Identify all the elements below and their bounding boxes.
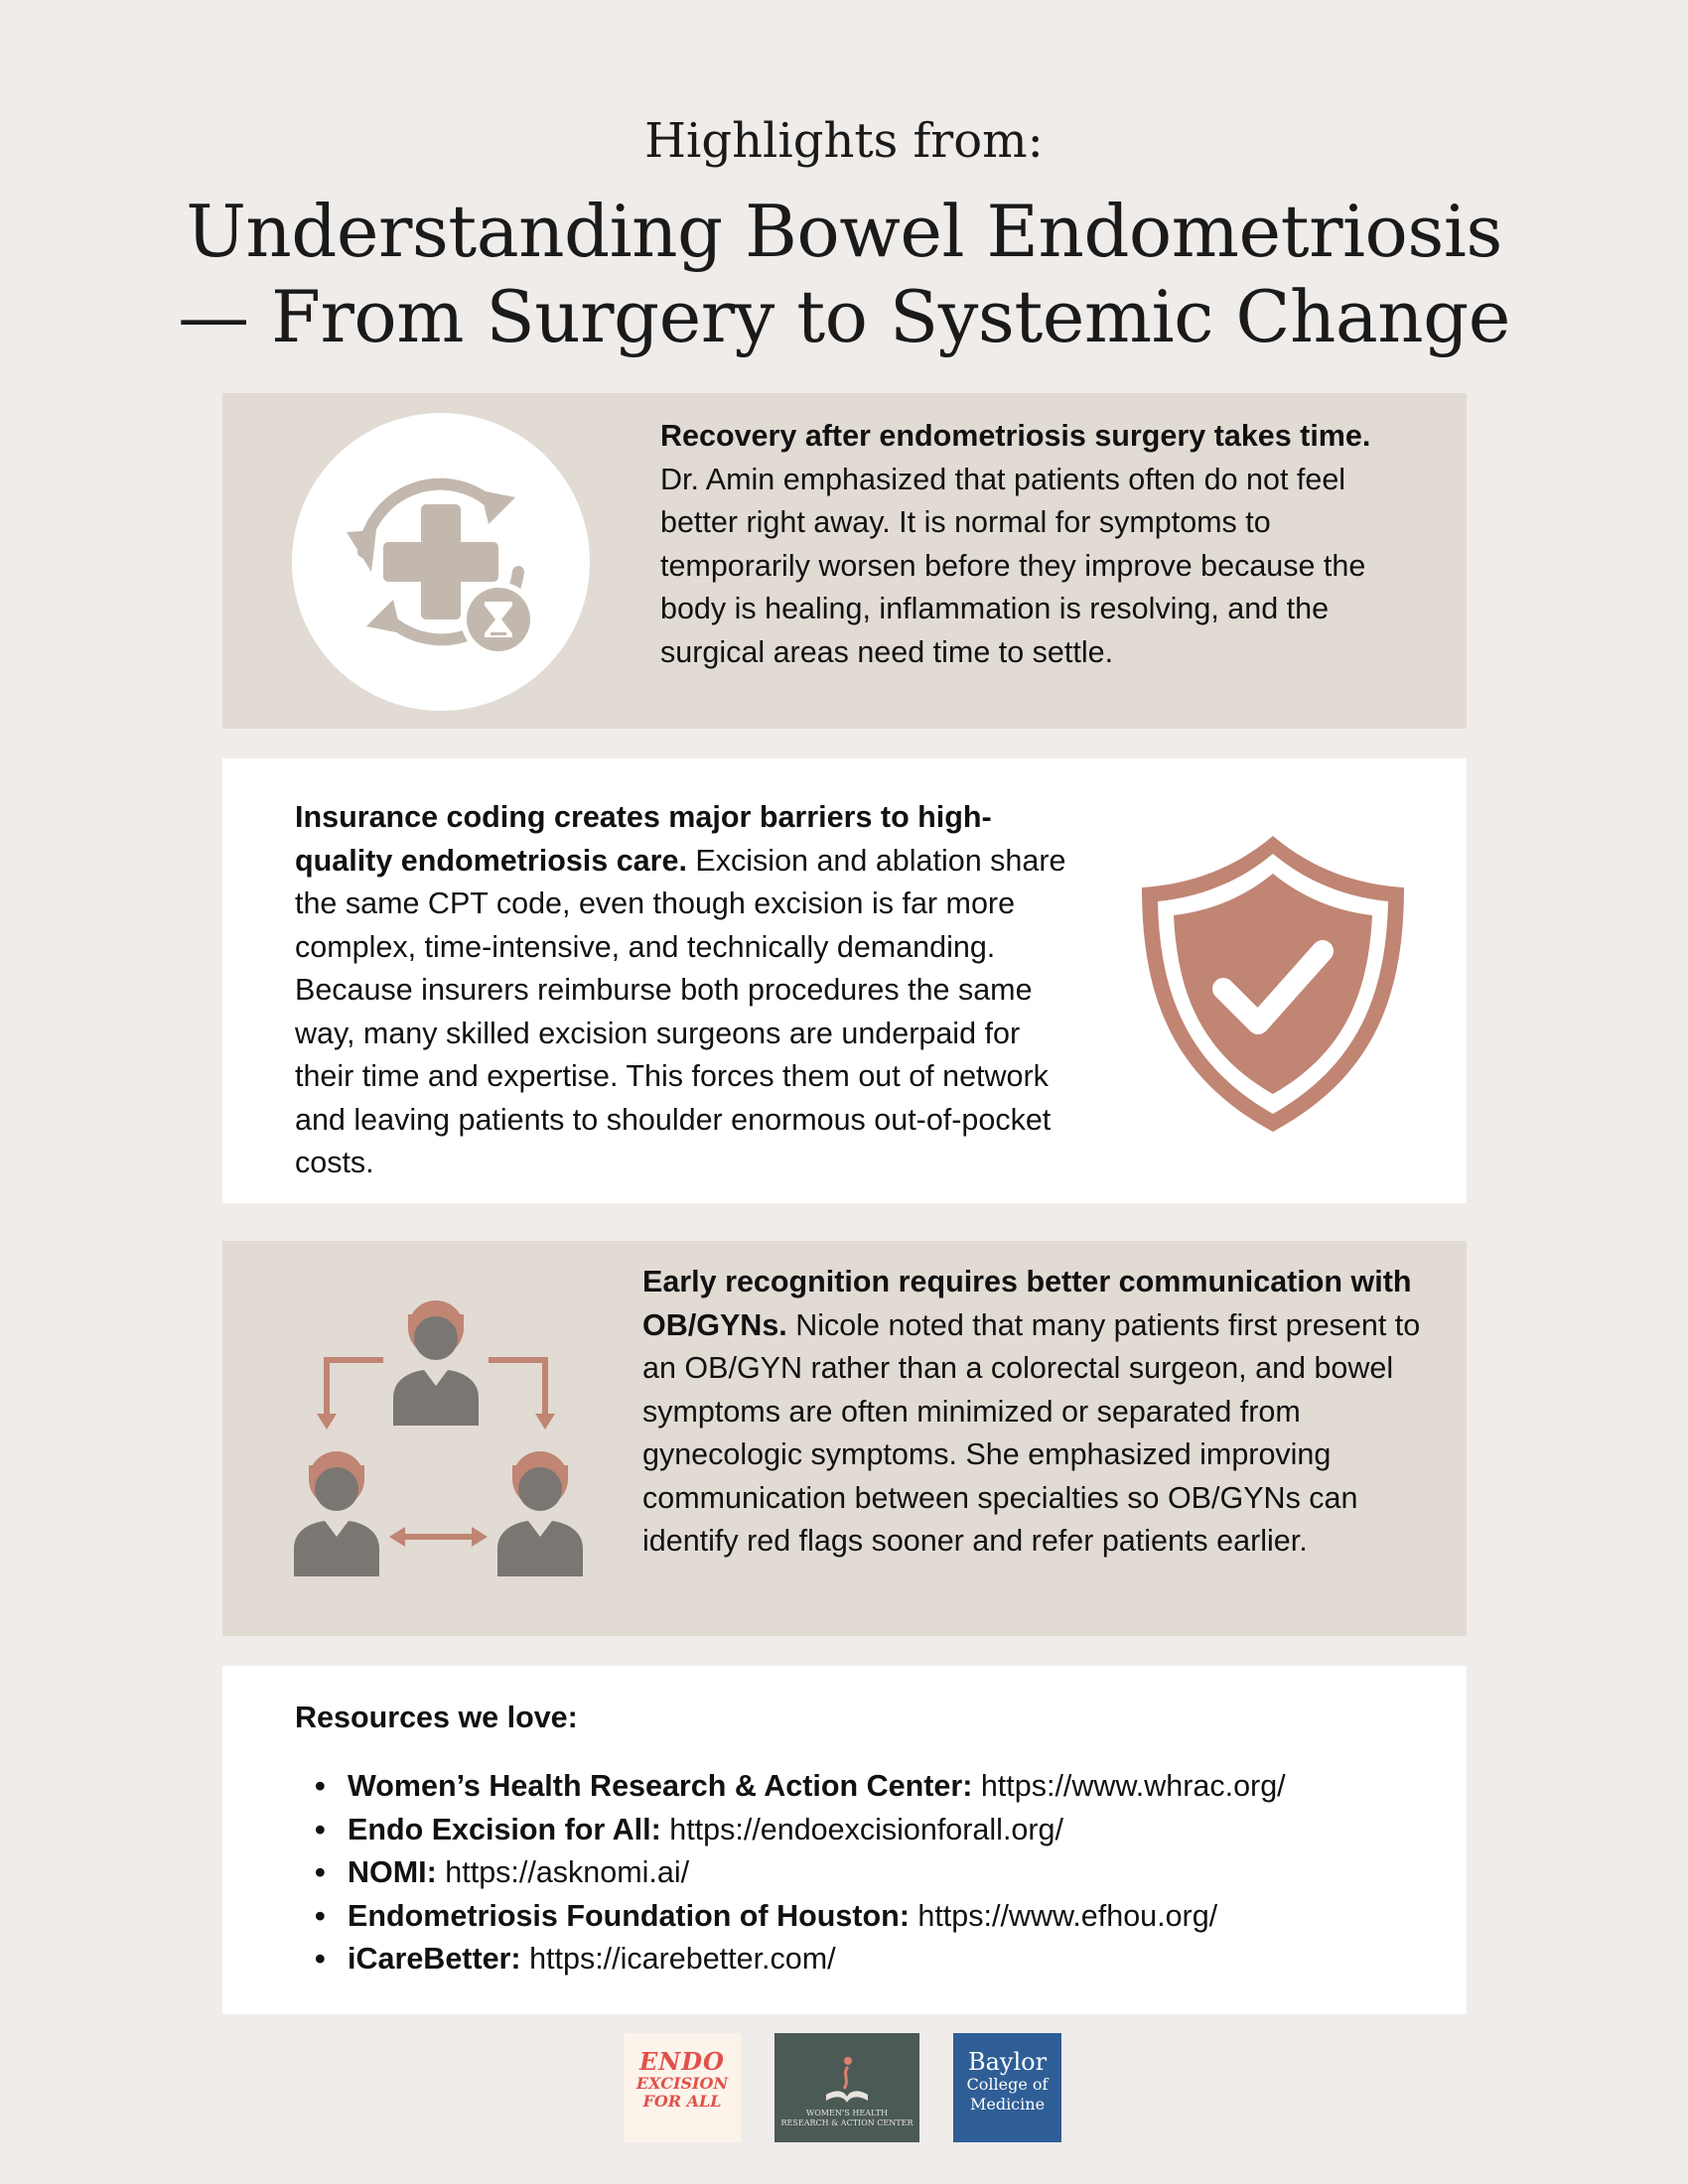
resource-link[interactable]: https://icarebetter.com/ [529, 1942, 836, 1976]
logo-text: WOMEN’S HEALTH RESEARCH & ACTION CENTER [780, 2109, 914, 2127]
resource-item [295, 1938, 1387, 1981]
resource-name: Endometriosis Foundation of Houston: [348, 1898, 910, 1933]
page-title [0, 189, 1688, 359]
resource-name: Endo Excision for All: [348, 1812, 661, 1846]
resource-name: Women’s Health Research & Action Center: [348, 1769, 973, 1803]
highlight-body: Excision and ablation share the same CPT code, even though excision is far more complex, time-intensive, and technically demanding. Because insurers reimburse both procedures the same way, many skilled excision surgeons are underpaid for their time and expertise. This forces them out of network and leaving patients to shoulder enormous out-of-pocket costs. [295, 843, 1066, 1179]
resource-link[interactable]: https://asknomi.ai/ [445, 1855, 690, 1889]
page-header [0, 111, 1688, 359]
whrac-logo [774, 2033, 919, 2142]
shield-check-icon [1134, 830, 1412, 1143]
pre-title: Highlights from: [644, 113, 1044, 169]
resources-list [295, 1765, 1387, 1981]
highlight-heading: Insurance coding creates major barriers to high-quality endometriosis care. [295, 800, 992, 878]
highlight-text [295, 796, 1079, 1185]
resource-link[interactable]: https://www.whrac.org/ [980, 1769, 1286, 1803]
logo-text: College of [966, 2075, 1049, 2094]
highlight-text [642, 1261, 1437, 1564]
highlight-heading: Recovery after endometriosis surgery takes time. [660, 419, 1371, 453]
title-line-2: — From Surgery to Systemic Change [178, 275, 1510, 358]
book-figure-icon [824, 2055, 870, 2107]
resource-item [295, 1765, 1387, 1809]
resource-name: iCareBetter: [348, 1942, 521, 1976]
endo-excision-logo [624, 2033, 741, 2142]
highlight-body: Nicole noted that many patients first present to an OB/GYN rather than a colorectal surgeon, and bowel symptoms are often minimized or separated from gynecologic symptoms. She emphasized improving communication between specialties so OB/GYNs can identify red flags sooner and refer patients earlier. [642, 1307, 1421, 1558]
person-icon [393, 1300, 479, 1426]
highlight-text [660, 415, 1415, 674]
baylor-logo [953, 2033, 1061, 2142]
highlight-card-insurance [222, 758, 1467, 1203]
recovery-cycle-icon [292, 413, 590, 711]
resource-name: NOMI: [348, 1855, 437, 1889]
partner-logos [0, 2033, 1688, 2142]
team-communication-icon [292, 1298, 590, 1591]
logo-text: FOR ALL [642, 2092, 722, 2111]
highlight-heading: Early recognition requires better communication with OB/GYNs. [642, 1265, 1412, 1342]
logo-text: Baylor [967, 2048, 1048, 2076]
resource-item [295, 1895, 1387, 1939]
title-line-1: Understanding Bowel Endometriosis [186, 190, 1502, 273]
highlight-card-recovery [222, 393, 1467, 729]
logo-text: EXCISION [635, 2074, 729, 2093]
highlight-body: Dr. Amin emphasized that patients often do not feel better right away. It is normal for symptoms to temporarily worsen before they improve because the body is healing, inflammation is resolving, and the surgical areas need time to settle. [660, 462, 1366, 669]
resource-link[interactable]: https://www.efhou.org/ [917, 1898, 1218, 1933]
resources-card [222, 1666, 1467, 2014]
resource-item [295, 1809, 1387, 1852]
logo-text: ENDO [639, 2047, 725, 2076]
highlight-card-communication [222, 1241, 1467, 1636]
logo-text: Medicine [969, 2095, 1046, 2114]
resources-heading: Resources we love: [295, 1701, 578, 1734]
resource-item [295, 1851, 1387, 1895]
resource-link[interactable]: https://endoexcisionforall.org/ [669, 1812, 1063, 1846]
